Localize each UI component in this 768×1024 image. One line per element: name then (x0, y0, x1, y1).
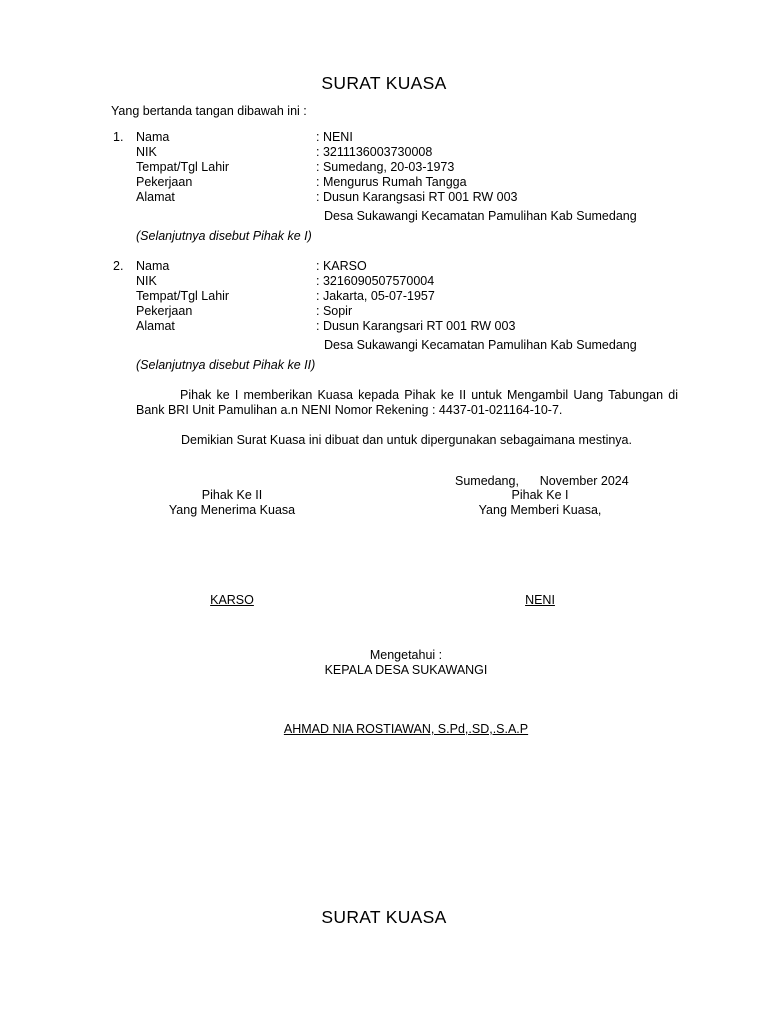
right-sign-role: Pihak Ke I (511, 488, 569, 502)
right-signatory-name-text: NENI (525, 593, 555, 607)
page-title: SURAT KUASA (321, 73, 447, 93)
label-nik: NIK (136, 145, 157, 159)
place-date: Sumedang, November 2024 (455, 474, 629, 488)
witness-position: KEPALA DESA SUKAWANGI (324, 663, 488, 677)
witness-label: Mengetahui : (369, 648, 443, 662)
party-1-alamat-line1: : Dusun Karangsasi RT 001 RW 003 (316, 190, 518, 204)
label-ttl: Tempat/Tgl Lahir (136, 160, 230, 174)
left-sign-role: Pihak Ke II (201, 488, 263, 502)
party-2-nik: : 3216090507570004 (316, 274, 435, 288)
body-paragraph: Pihak ke I memberikan Kuasa kepada Pihak ke II untuk Mengambil Uang Tabungan di Bank BRI Unit Pamulihan a.n NENI Nomor Rekening : 4437-01-021164-10-7. (136, 388, 678, 417)
closing-statement: Demikian Surat Kuasa ini dibuat dan untuk dipergunakan sebagaimana mestinya. (181, 433, 632, 447)
label-nik: NIK (136, 274, 157, 288)
label-alamat: Alamat (136, 190, 175, 204)
witness-name (206, 722, 606, 737)
party-2-alamat-line1: : Dusun Karangsari RT 001 RW 003 (316, 319, 516, 333)
party-1-number: 1. (113, 130, 124, 144)
label-nama: Nama (136, 259, 170, 273)
party-1-nik: : 3211136003730008 (316, 145, 433, 159)
next-page-title: SURAT KUASA (321, 907, 447, 927)
right-sign-desc: Yang Memberi Kuasa, (478, 503, 602, 517)
intro-text: Yang bertanda tangan dibawah ini : (111, 104, 307, 118)
left-signatory-name-text: KARSO (210, 593, 254, 607)
party-1-ttl: : Sumedang, 20-03-1973 (316, 160, 455, 174)
party-2-pekerjaan: : Sopir (316, 304, 353, 318)
label-nama: Nama (136, 130, 170, 144)
left-signatory-name (132, 593, 332, 608)
left-sign-desc: Yang Menerima Kuasa (168, 503, 296, 517)
party-1-pekerjaan: : Mengurus Rumah Tangga (316, 175, 467, 189)
right-signatory-name (440, 593, 640, 608)
witness-name-text: AHMAD NIA ROSTIAWAN, S.Pd,.SD,.S.A.P (283, 722, 529, 736)
party-1-note: (Selanjutnya disebut Pihak ke I) (136, 229, 312, 243)
party-2-alamat-line2: Desa Sukawangi Kecamatan Pamulihan Kab Sumedang (324, 338, 637, 352)
party-2-ttl: : Jakarta, 05-07-1957 (316, 289, 435, 303)
label-pekerjaan: Pekerjaan (136, 175, 193, 189)
party-1-alamat-line2: Desa Sukawangi Kecamatan Pamulihan Kab Sumedang (324, 209, 637, 223)
party-2-number: 2. (113, 259, 124, 273)
party-2-nama: : KARSO (316, 259, 367, 273)
label-ttl: Tempat/Tgl Lahir (136, 289, 230, 303)
party-1-nama: : NENI (316, 130, 353, 144)
party-2-note: (Selanjutnya disebut Pihak ke II) (136, 358, 316, 372)
label-alamat: Alamat (136, 319, 175, 333)
label-pekerjaan: Pekerjaan (136, 304, 193, 318)
